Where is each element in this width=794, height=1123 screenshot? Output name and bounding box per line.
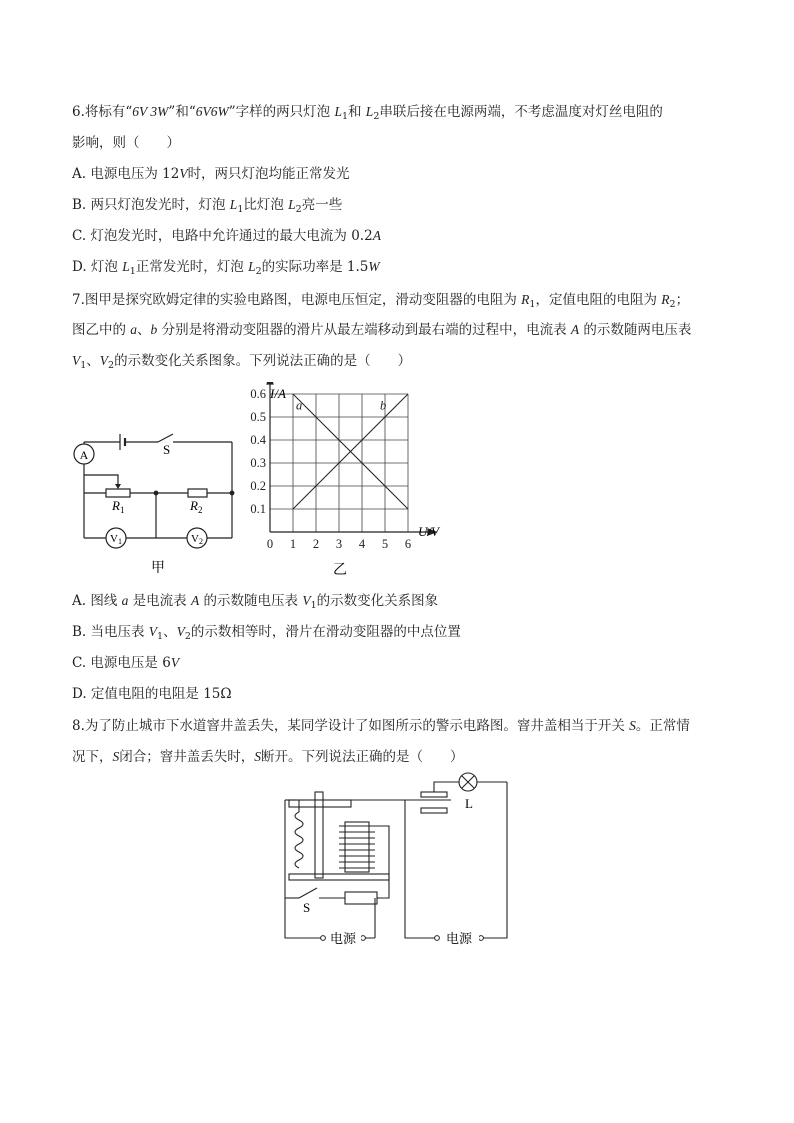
switch-blade <box>158 434 173 442</box>
y-tick-label: 0.4 <box>250 433 266 447</box>
x-tick-label: 3 <box>335 537 343 551</box>
q6-option-c: C. 灯泡发光时，电路中允许通过的最大电流为 0.2A <box>72 228 381 244</box>
r1-label: $R_1$ <box>112 498 125 515</box>
iu-graph-yi <box>240 382 460 582</box>
q6-option-d: D. 灯泡 $L_1$正常发光时，灯泡 $L_2$的实际功率是 1.5W <box>72 259 380 277</box>
switch-s-blade <box>299 888 317 898</box>
r2-body <box>188 489 207 497</box>
terminal-left-b <box>361 936 366 941</box>
contact-top <box>421 792 447 797</box>
resistor <box>345 892 377 904</box>
y-tick-label: 0.5 <box>250 410 266 424</box>
y-axis-label: I/A <box>270 386 286 401</box>
lamp-label: L <box>465 796 473 811</box>
series-label-b: b <box>380 398 387 413</box>
x-tick-label: 1 <box>289 537 297 551</box>
base-plate <box>289 874 389 880</box>
x-axis-label: U/V <box>418 524 439 539</box>
power-source-label-left: 电源 <box>329 931 357 946</box>
slider-arrowhead <box>115 484 121 489</box>
y-tick-label: 0.6 <box>250 387 266 401</box>
q6-stem-line-1: 6.将标有“6V 3W”和“6V6W”字样的两只灯泡 $L_1$和 $L_2$串联后接在电源两端，不考虑温度对灯丝电阻的 <box>72 104 663 122</box>
q8-stem-line-2: 况下，S闭合；窨井盖丢失时，S断开。下列说法正确的是（ ） <box>72 749 464 765</box>
q8-stem-line-1: 8.为了防止城市下水道窨井盖丢失，某同学设计了如图所示的警示电路图。窨井盖相当于开关 S。正常情 <box>72 718 690 734</box>
q7-option-c: C. 电源电压是 6V <box>72 655 180 671</box>
series-label-a: a <box>296 398 303 413</box>
circuit-diagram-jia <box>70 420 245 580</box>
x-tick-label: 5 <box>381 537 389 551</box>
q7-option-b: B. 当电压表 $V_1$、$V_2$的示数相等时，滑片在滑动变阻器的中点位置 <box>72 624 461 642</box>
terminal-left-a <box>321 936 326 941</box>
q7-option-a: A. 图线 a 是电流表 A 的示数随电压表 $V_1$的示数变化关系图象 <box>72 593 439 611</box>
q6-option-b: B. 两只灯泡发光时，灯泡 $L_1$比灯泡 $L_2$亮一些 <box>72 197 343 215</box>
pivot-post <box>315 792 323 878</box>
q7-stem-line-1: 7.图甲是探究欧姆定律的实验电路图，电源电压恒定，滑动变阻器的电阻为 $R_1$，定值电阻的电阻为 $R_2$； <box>72 292 690 310</box>
x-tick-label: 2 <box>312 537 320 551</box>
y-tick-label: 0.1 <box>250 502 266 516</box>
x-tick-label: 4 <box>358 537 366 551</box>
q7-stem-line-2: 图乙中的 a、b 分别是将滑动变阻器的滑片从最左端移动到最右端的过程中，电流表 A 的示数随两电压表 <box>72 322 692 338</box>
q6-option-a: A. 电源电压为 12V时，两只灯泡均能正常发光 <box>72 166 350 182</box>
ammeter-label: A <box>79 448 89 462</box>
spring <box>295 812 303 868</box>
r2-label: $R_2$ <box>190 498 203 515</box>
figure-caption-yi: 乙 <box>333 563 347 578</box>
q7-option-d: D. 定值电阻的电阻是 15Ω <box>72 686 232 702</box>
y-tick-label: 0.3 <box>250 456 266 470</box>
q6-stem-line-2: 影响，则（ ） <box>72 135 180 151</box>
switch-label: S <box>163 442 171 457</box>
figure-caption-jia: 甲 <box>151 561 165 576</box>
armature-bar <box>289 800 351 807</box>
power-source-label-right: 电源 <box>445 931 473 946</box>
y-axis-arrow <box>267 382 273 384</box>
terminal-right-b <box>479 936 484 941</box>
terminal-right-a <box>435 936 440 941</box>
v2-label: V2 <box>191 533 203 546</box>
x-tick-label: 6 <box>404 537 412 551</box>
x-tick-label: 0 <box>266 537 274 551</box>
junction-dot <box>154 491 159 496</box>
y-tick-label: 0.2 <box>250 479 266 493</box>
v1-label: V1 <box>110 533 122 546</box>
r1-body <box>106 489 130 497</box>
contact-bottom <box>421 808 447 813</box>
electromagnet-coil <box>339 826 375 868</box>
relay-alarm-circuit <box>275 770 525 952</box>
electromagnet-core <box>345 822 369 872</box>
junction-dot <box>230 491 235 496</box>
switch-s-label: S <box>303 900 311 915</box>
q7-stem-line-3: $V_1$、$V_2$的示数变化关系图象。下列说法正确的是（ ） <box>72 353 412 371</box>
